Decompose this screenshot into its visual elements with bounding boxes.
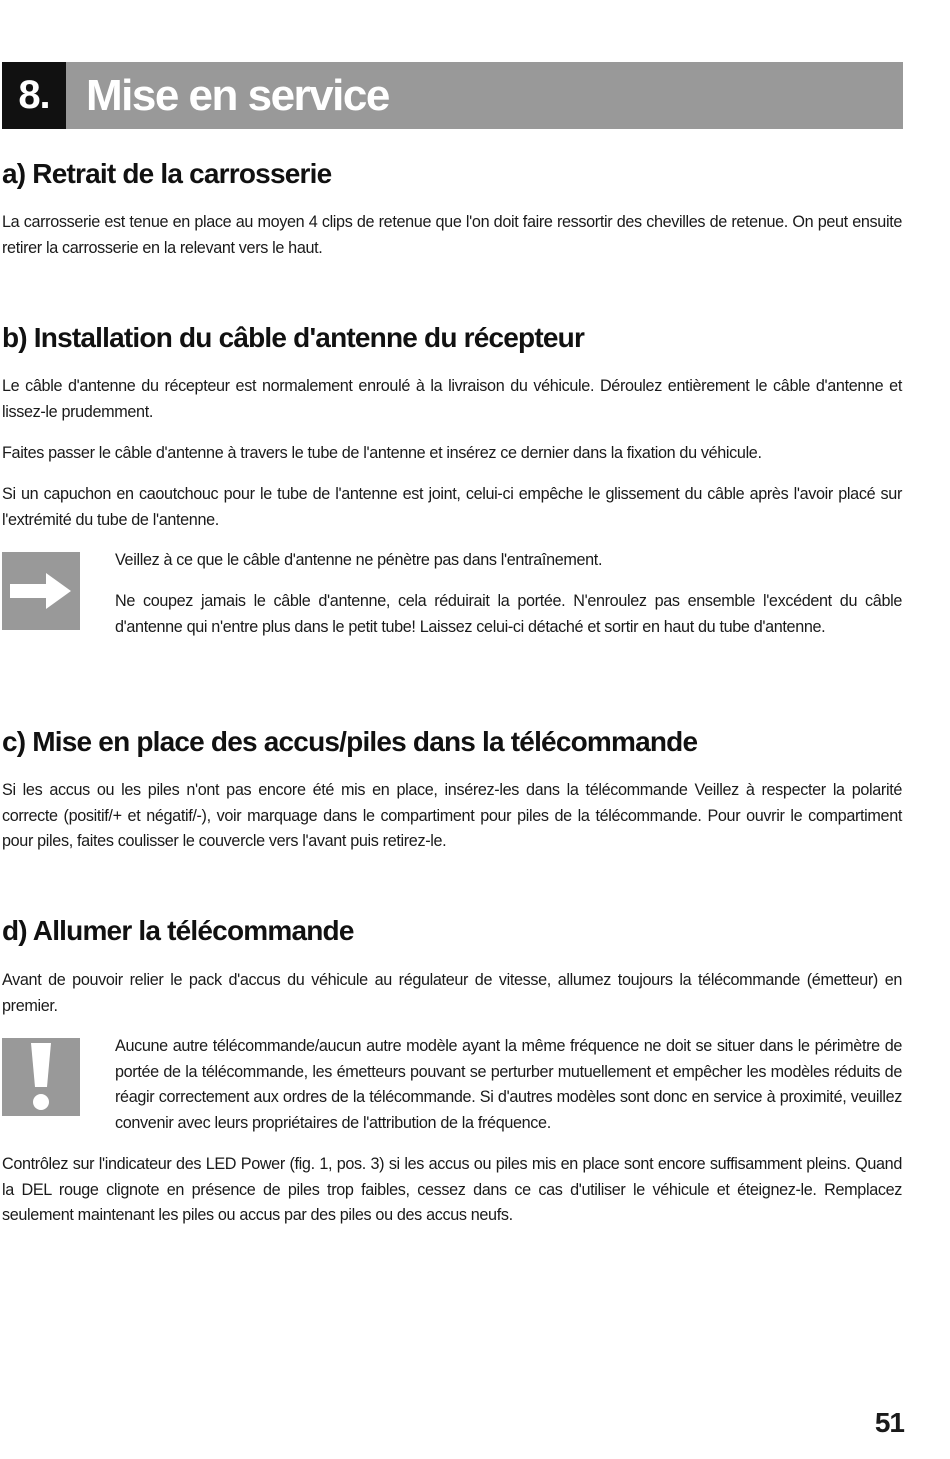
section-b-note-2: Ne coupez jamais le câble d'antenne, cela réduirait la portée. N'enroulez pas ensemble l'excédent du câble d'antenne qui n'entre plus dans le petit tube! Laissez celui-ci détaché et sortir en haut du tube d'antenne. xyxy=(115,592,902,636)
chapter-header xyxy=(2,62,903,129)
chapter-title: Mise en service xyxy=(66,62,903,129)
exclamation-icon xyxy=(2,1038,80,1116)
page-number: 51 xyxy=(874,1407,904,1438)
section-a-paragraph: La carrosserie est tenue en place au moyen 4 clips de retenue que l'on doit faire ressortir des chevilles de retenue. On peut ensuite retirer la carrosserie en la relevant vers le haut. xyxy=(2,213,902,257)
arrow-right-icon xyxy=(2,552,80,630)
section-d-paragraph-2: Contrôlez sur l'indicateur des LED Power (fig. 1, pos. 3) si les accus ou piles mis en place sont encore suffisamment pleins. Quand la DEL rouge clignote en présence de piles trop faibles, cessez dans ce cas d'utiliser le véhicule et éteignez-le. Remplacez seulement maintenant les piles ou accus par des piles ou des accus neufs. xyxy=(2,1155,902,1224)
section-a-heading: a) Retrait de la carrosserie xyxy=(2,158,332,189)
section-d-warning: Aucune autre télécommande/aucun autre modèle ayant la même fréquence ne doit se situer dans le périmètre de portée de la télécommande, les émetteurs pouvant se perturber mutuellement et empêcher les modèles réduits de réagir correctement aux ordres de la télécommande. Si d'autres modèles sont donc en service à proximité, veuillez convenir avec leurs propriétaires de l'attribution de la fréquence. xyxy=(115,1037,902,1132)
section-c-paragraph: Si les accus ou les piles n'ont pas encore été mis en place, insérez-les dans la télécommande Veillez à respecter la polarité correcte (positif/+ et négatif/-), voir marquage dans le compartiment pour piles de la télécommande. Pour ouvrir le compartiment pour piles, faites coulisser le couvercle vers l'avant puis retirez-le. xyxy=(2,781,902,850)
section-c-heading: c) Mise en place des accus/piles dans la télécommande xyxy=(2,726,698,757)
section-b-paragraph-3: Si un capuchon en caoutchouc pour le tube de l'antenne est joint, celui-ci empêche le glissement du câble après l'avoir placé sur l'extrémité du tube de l'antenne. xyxy=(2,485,902,529)
section-b-note-1: Veillez à ce que le câble d'antenne ne pénètre pas dans l'entraînement. xyxy=(115,551,603,569)
chapter-number: 8. xyxy=(2,62,66,129)
section-d-heading: d) Allumer la télécommande xyxy=(2,915,354,946)
section-d-paragraph-1: Avant de pouvoir relier le pack d'accus du véhicule au régulateur de vitesse, allumez toujours la télécommande (émetteur) en premier. xyxy=(2,971,902,1015)
section-b-heading: b) Installation du câble d'antenne du récepteur xyxy=(2,322,585,353)
section-b-paragraph-2: Faites passer le câble d'antenne à travers le tube de l'antenne et insérez ce dernier dans la fixation du véhicule. xyxy=(2,444,762,462)
section-b-paragraph-1: Le câble d'antenne du récepteur est normalement enroulé à la livraison du véhicule. Déroulez entièrement le câble d'antenne et lissez-le prudemment. xyxy=(2,377,902,421)
